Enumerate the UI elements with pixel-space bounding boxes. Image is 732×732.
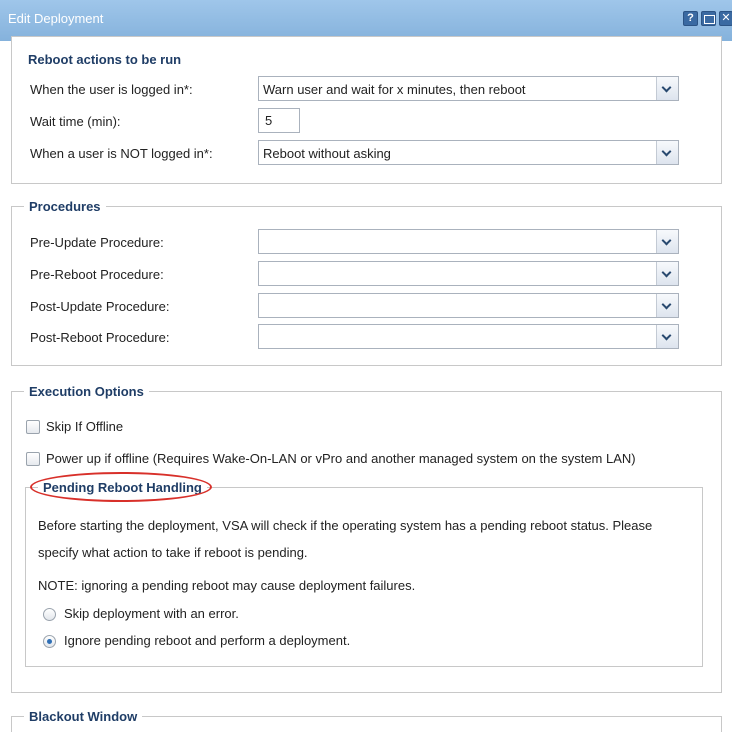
post-update-label: Post-Update Procedure: bbox=[30, 299, 170, 314]
chevron-down-icon[interactable] bbox=[656, 262, 678, 285]
pre-update-select[interactable] bbox=[258, 229, 679, 254]
post-update-select[interactable] bbox=[258, 293, 679, 318]
wait-time-input[interactable] bbox=[258, 108, 300, 133]
chevron-down-icon[interactable] bbox=[656, 230, 678, 253]
chevron-down-icon[interactable] bbox=[656, 325, 678, 348]
pending-reboot-note: NOTE: ignoring a pending reboot may cause deployment failures. bbox=[38, 578, 416, 593]
execution-options-legend: Execution Options bbox=[24, 384, 149, 399]
wait-time-label: Wait time (min): bbox=[30, 114, 121, 129]
not-logged-in-label: When a user is NOT logged in*: bbox=[30, 146, 213, 161]
pre-update-label: Pre-Update Procedure: bbox=[30, 235, 164, 250]
not-logged-in-value: Reboot without asking bbox=[263, 146, 391, 161]
help-button[interactable] bbox=[683, 11, 698, 26]
post-reboot-select[interactable] bbox=[258, 324, 679, 349]
logged-in-select[interactable] bbox=[258, 76, 679, 101]
close-icon: ✕ bbox=[721, 12, 731, 24]
chevron-down-icon[interactable] bbox=[656, 77, 678, 100]
power-up-checkbox[interactable] bbox=[26, 452, 40, 466]
close-button[interactable] bbox=[719, 11, 732, 26]
post-reboot-label: Post-Reboot Procedure: bbox=[30, 330, 170, 345]
maximize-button[interactable] bbox=[701, 11, 716, 26]
skip-deployment-label[interactable]: Skip deployment with an error. bbox=[64, 606, 239, 621]
procedures-legend: Procedures bbox=[24, 199, 106, 214]
logged-in-value: Warn user and wait for x minutes, then reboot bbox=[263, 82, 526, 97]
window-titlebar bbox=[0, 0, 732, 41]
pending-reboot-description-1: Before starting the deployment, VSA will check if the operating system has a pending reboot status. Please bbox=[38, 518, 653, 533]
power-up-label[interactable]: Power up if offline (Requires Wake-On-LAN or vPro and another managed system on the system LAN) bbox=[46, 451, 636, 466]
highlight-ellipse bbox=[30, 472, 212, 502]
ignore-pending-reboot-radio[interactable] bbox=[43, 635, 56, 648]
skip-if-offline-label[interactable]: Skip If Offline bbox=[46, 419, 124, 434]
pre-reboot-select[interactable] bbox=[258, 261, 679, 286]
window-title: Edit Deployment bbox=[8, 11, 104, 26]
pre-reboot-label: Pre-Reboot Procedure: bbox=[30, 267, 164, 282]
chevron-down-icon[interactable] bbox=[656, 294, 678, 317]
not-logged-in-select[interactable] bbox=[258, 140, 679, 165]
blackout-window-group bbox=[11, 709, 722, 732]
blackout-window-legend: Blackout Window bbox=[24, 709, 142, 724]
pending-reboot-description-2: specify what action to take if reboot is pending. bbox=[38, 545, 308, 560]
chevron-down-icon[interactable] bbox=[656, 141, 678, 164]
pending-reboot-legend: Pending Reboot Handling bbox=[38, 480, 207, 495]
skip-deployment-radio[interactable] bbox=[43, 608, 56, 621]
skip-if-offline-checkbox[interactable] bbox=[26, 420, 40, 434]
reboot-actions-legend: Reboot actions to be run bbox=[23, 52, 186, 67]
logged-in-label: When the user is logged in*: bbox=[30, 82, 193, 97]
ignore-pending-reboot-label[interactable]: Ignore pending reboot and perform a deployment. bbox=[64, 633, 351, 648]
help-icon: ? bbox=[687, 12, 694, 24]
